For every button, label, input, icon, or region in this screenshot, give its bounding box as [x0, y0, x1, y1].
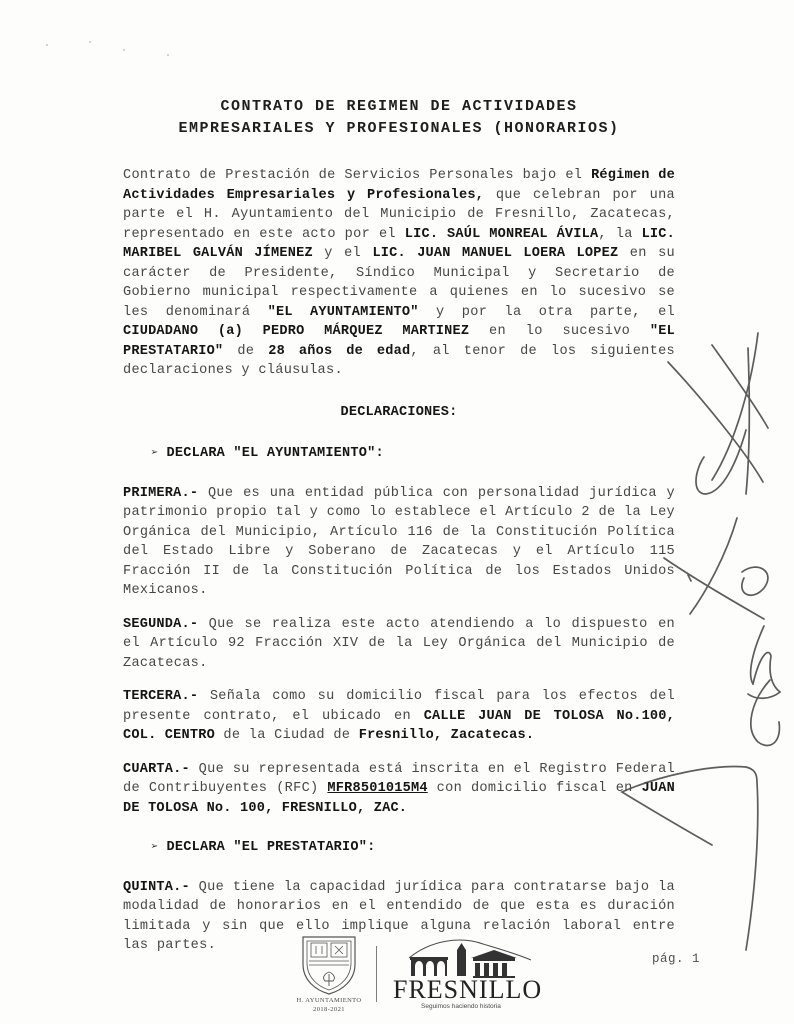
emphasized-text: JUAN DE TOLOSA No. 100, FRESNILLO, ZAC.	[123, 781, 675, 816]
emphasized-text: TERCERA.-	[123, 689, 199, 704]
contract-title	[123, 96, 675, 140]
fresnillo-logo-text: FRESNILLO	[393, 975, 543, 1004]
pen-stroke	[753, 652, 780, 692]
pen-stroke	[712, 345, 768, 428]
emphasized-text: CIUDADANO (a) PEDRO MÁRQUEZ MARTINEZ	[123, 324, 470, 339]
emphasized-text: SEGUNDA.-	[123, 616, 199, 632]
body-text: Señala como su domicilio fiscal para los efectos del presente contrato, el ubicado en	[123, 689, 675, 724]
fresnillo-logo	[391, 936, 549, 1012]
body-text: en lo sucesivo	[469, 324, 650, 339]
emphasized-text: "EL AYUNTAMIENTO"	[267, 304, 419, 320]
body-text: Que es una entidad pública con personalidad jurídica y patrimonio propio tal y como lo establece el Artículo 2 de la Ley Orgánica del Municipio, Artículo 116 de la Constitución Política del Estado Libre y Soberano de Zacatecas y el Artículo 115 Fracción II de la Constitución Política de los Estados Unidos Mexicanos.	[123, 485, 675, 598]
page-footer	[0, 930, 794, 1024]
emphasized-text: Fresnillo, Zacatecas.	[358, 728, 535, 743]
pen-stroke	[690, 518, 737, 614]
footer-divider	[376, 946, 377, 1002]
emphasized-text: DECLARA "EL AYUNTAMIENTO":	[166, 446, 384, 461]
pen-stroke	[751, 626, 764, 684]
document-body	[123, 96, 675, 970]
body-text: Que se realiza este acto atendiendo a lo dispuesto en el Artículo 92 Fracción XIV de la Ley Orgánica del Municipio de Zacatecas.	[123, 616, 675, 671]
paragraph	[123, 484, 675, 601]
coat-of-arms-icon	[299, 934, 359, 996]
scan-speck	[89, 41, 91, 43]
paragraph	[151, 444, 675, 464]
emphasized-text: CALLE JUAN DE TOLOSA No.100, COL. CENTRO	[123, 708, 675, 743]
emphasized-text: 28 años de edad	[268, 343, 411, 359]
emphasized-text: LIC. JUAN MANUEL LOERA LOPEZ	[372, 246, 619, 261]
body-text: que celebran por una parte el H. Ayuntamiento del Municipio de Fresnillo, Zacatecas, representado en este acto por el	[123, 187, 675, 242]
emphasized-text: Régimen de Actividades Empresariales y Profesionales,	[123, 168, 675, 203]
pen-stroke	[696, 430, 746, 494]
body-text: Contrato de Prestación de Servicios Personales bajo el	[123, 168, 592, 183]
contract-title-line2: EMPRESARIALES Y PROFESIONALES (HONORARIOS)	[178, 120, 620, 137]
body-text: con domicilio fiscal en	[427, 781, 642, 796]
body-text: Que tiene la capacidad jurídica para contratarse bajo la modalidad de honorarios en el entendido de que esta es duración limitada y sin que ello implique alguna relación laboral entre las partes.	[123, 879, 675, 953]
scan-speck	[46, 44, 48, 46]
emphasized-text: CUARTA.-	[123, 761, 190, 777]
body-text: , al tenor de los siguientes declaraciones y cláusulas.	[123, 343, 675, 378]
emphasized-text: LIC. SAÚL MONREAL ÁVILA	[404, 226, 599, 242]
scan-speck	[167, 54, 169, 56]
pen-stroke	[668, 362, 763, 482]
paragraph	[123, 760, 675, 819]
paragraph	[151, 838, 675, 858]
paragraph	[123, 687, 675, 746]
pen-stroke	[748, 692, 780, 698]
contract-title-line1: CONTRATO DE REGIMEN DE ACTIVIDADES	[220, 98, 578, 115]
pen-stroke	[746, 348, 749, 494]
emphasized-text: QUINTA.-	[123, 879, 190, 895]
coat-of-arms-caption-line1: H. AYUNTAMIENTO	[296, 997, 362, 1004]
body-text: y el	[312, 246, 373, 261]
fresnillo-logo-tagline: Seguimos haciendo historia	[421, 1003, 501, 1010]
body-text: y por la otra parte, el	[418, 304, 675, 320]
arrow-bullet-icon: ➢	[151, 446, 159, 460]
emphasized-text: MFR8501015M4	[327, 781, 428, 796]
body-text: en su carácter de Presidente, Síndico Municipal y Secretario de Gobierno municipal respectivamente a quienes en lo sucesivo se les denominará	[123, 246, 675, 320]
arrow-bullet-icon: ➢	[151, 840, 159, 854]
pen-stroke	[664, 558, 764, 619]
emphasized-text: PRIMERA.-	[123, 485, 199, 501]
pen-stroke	[712, 333, 758, 480]
body-text: Que su representada está inscrita en el Registro Federal de Contribuyentes (RFC)	[123, 761, 675, 796]
scan-speck	[123, 49, 125, 51]
page-number: pág. 1	[652, 952, 701, 966]
coat-of-arms-block	[296, 934, 362, 1014]
paragraph	[123, 166, 675, 381]
body-text: de la Ciudad de	[214, 728, 359, 743]
emphasized-text: DECLARA "EL PRESTATARIO":	[166, 840, 376, 855]
emphasized-text: DECLARACIONES:	[340, 404, 458, 420]
pen-stroke	[751, 680, 780, 745]
coat-of-arms-caption-line2: 2018-2021	[313, 1006, 345, 1013]
paragraph	[123, 615, 675, 674]
body-text: de	[223, 343, 269, 359]
pen-stroke	[688, 575, 691, 581]
body-text: , la	[598, 226, 642, 242]
emphasized-text: LIC. MARIBEL GALVÁN JÍMENEZ	[123, 226, 675, 261]
pen-stroke	[742, 567, 768, 595]
paragraphs-container	[123, 166, 675, 956]
paragraph	[123, 403, 675, 423]
emphasized-text: "EL PRESTATARIO"	[123, 324, 675, 359]
